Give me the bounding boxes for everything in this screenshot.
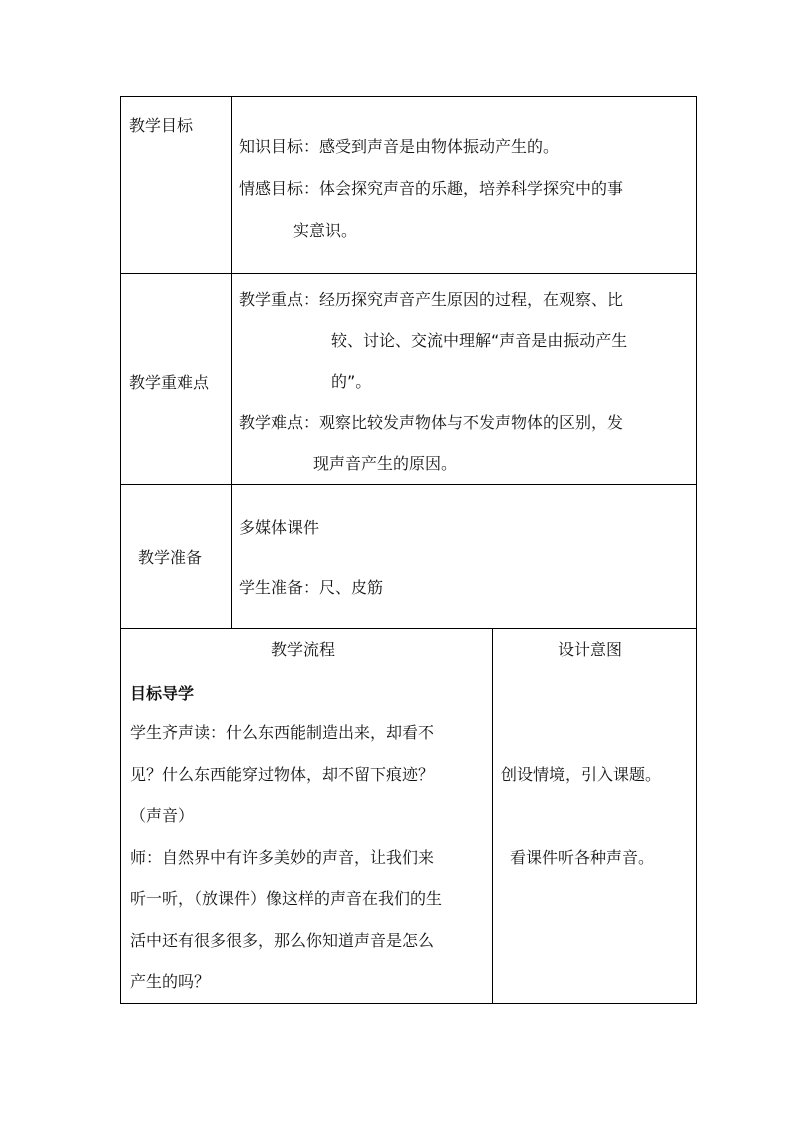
goal-guided-heading: 目标导学 [130, 684, 195, 703]
process-column-header: 教学流程 [271, 640, 336, 659]
key-difficulty-label: 教学重难点 [129, 373, 210, 392]
process-text-line: 学生齐声读：什么东西能制造出来，却看不 [130, 723, 435, 742]
intent-column-header: 设计意图 [558, 640, 623, 659]
process-text-line: 师：自然界中有许多美妙的声音，让我们来 [130, 848, 435, 867]
teaching-goals-label: 教学目标 [129, 116, 194, 135]
process-text-line: 听一听，（放课件）像这样的声音在我们的生 [130, 889, 443, 908]
process-column-divider [492, 628, 493, 1004]
difficulty-line1: 教学难点：观察比较发声物体与不发声物体的区别，发 [239, 413, 624, 432]
emotion-goal-line1: 情感目标：体会探究声音的乐趣，培养科学探究中的事 [239, 179, 624, 198]
key-point-line2: 较、讨论、交流中理解“声音是由振动产生 [331, 331, 628, 350]
process-text-line: 活中还有很多很多，那么你知道声音是怎么 [130, 931, 435, 950]
emotion-goal-line2: 实意识。 [293, 221, 358, 240]
teaching-prep-label: 教学准备 [138, 548, 203, 567]
knowledge-goal: 知识目标：感受到声音是由物体振动产生的。 [239, 137, 560, 156]
difficulty-line2: 现声音产生的原因。 [313, 454, 458, 473]
key-point-line3: 的”。 [331, 372, 372, 391]
row-divider [120, 484, 697, 485]
student-prep: 学生准备：尺、皮筋 [239, 578, 384, 597]
process-text-line: 产生的吗？ [130, 972, 211, 991]
process-text-line: 见？什么东西能穿过物体，却不留下痕迹？ [130, 765, 435, 784]
process-text-line: （声音） [130, 806, 195, 825]
design-intent-1: 创设情境，引入课题。 [501, 765, 662, 784]
row-divider [120, 273, 697, 274]
row-divider [120, 628, 697, 629]
label-column-divider [231, 96, 232, 629]
teacher-prep: 多媒体课件 [239, 518, 320, 537]
design-intent-2: 看课件听各种声音。 [510, 848, 655, 867]
key-point-line1: 教学重点：经历探究声音产生原因的过程，在观察、比 [239, 290, 624, 309]
